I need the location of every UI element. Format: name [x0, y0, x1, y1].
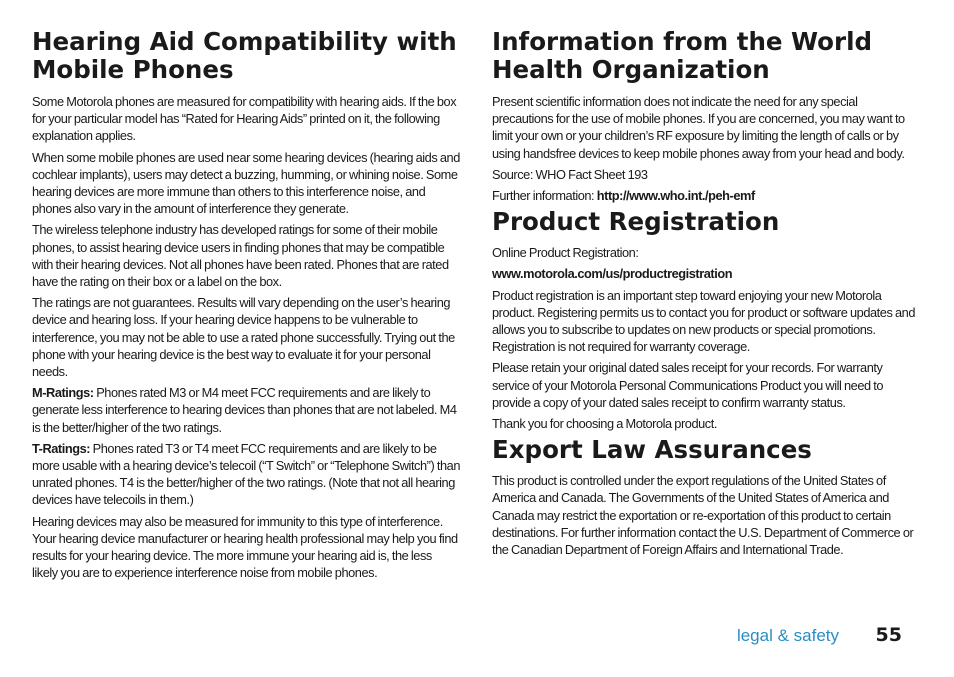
hearing-aid-paragraph-4: The ratings are not guarantees. Results will vary depending on the user’s hearing device and hearing loss. If your hearing device happens to be vulnerable to interference, you may not be able to use a rated phone successfully. Trying out the phone with your hearing device is the best way to evaluate it for your personal needs. — [32, 295, 455, 380]
t-ratings-label: T-Ratings: — [32, 440, 91, 456]
who-paragraph: Present scientific information does not indicate the need for any special precautions for the use of mobile phones. If you are concerned, you may want to limit your own or your children’s RF exposure by limiting the length of calls or by using handsfree devices to keep mobile phones away from your head and body. — [492, 94, 905, 161]
registration-link[interactable]: www.motorola.com/us/productregistration — [492, 266, 733, 282]
product-registration-heading: Product Registration — [492, 207, 780, 237]
hearing-aid-intro: Some Motorola phones are measured for compatibility with hearing aids. If the box for your particular model has “Rated for Hearing Aids” printed on it, the following explanation applies. — [32, 94, 457, 144]
t-ratings-paragraph — [32, 440, 460, 509]
m-ratings-label: M-Ratings: — [32, 385, 94, 401]
section-label: legal & safety — [736, 626, 839, 645]
m-ratings-text: Phones rated M3 or M4 meet FCC requirements and are likely to generate less interference to hearing devices than phones that are not labeled. M4 is the better/higher of the two ratings. — [32, 385, 457, 435]
registration-url-paragraph — [492, 265, 920, 282]
export-law-paragraph: This product is controlled under the export regulations of the United States of America and Canada. The Governments of the United States of America and Canada may restrict the exportation or re-exportation of this product to certain destinations. For further information contact the U.S. Department of Commerce or the Canadian Department of Foreign Affairs and International Trade. — [492, 473, 914, 558]
hearing-aid-paragraph-2: When some mobile phones are used near some hearing devices (hearing aids and cochlear implants), users may detect a buzzing, humming, or whining noise. Some hearing devices are more immune than others to this interference noise, and phones also vary in the amount of interference they generate. — [32, 149, 460, 217]
registration-paragraph-1: Product registration is an important step toward enjoying your new Motorola product. Registering permits us to contact you for product or software updates and allows you to subscribe to updates on new products or special promotions. Registration is not required for warranty coverage. — [492, 287, 916, 355]
hearing-aid-heading: Hearing Aid Compatibility with Mobile Phones — [32, 27, 457, 84]
t-ratings-text: Phones rated T3 or T4 meet FCC requirements and are likely to be more usable with a hearing device’s telecoil (“T Switch” or “Telephone Switch”) than unrated phones. T4 is the better/higher of the two ratings. (Note that not all hearing devices have telecoils in them.) — [32, 440, 461, 508]
m-ratings-paragraph — [32, 384, 460, 436]
export-law-heading: Export Law Assurances — [492, 435, 812, 465]
who-heading: Information from the World Health Organization — [492, 27, 873, 84]
hearing-aid-paragraph-3: The wireless telephone industry has developed ratings for some of their mobile phones, to assist hearing device users in finding phones that may be compatible with their hearing devices. Not all phones have been rated. Phones that are rated have the rating on their box or a label on the box. — [32, 222, 449, 290]
who-source: Source: WHO Fact Sheet 193 — [492, 166, 648, 182]
who-further-info — [492, 187, 920, 204]
registration-thanks: Thank you for choosing a Motorola product. — [492, 416, 717, 432]
who-link[interactable]: http://www.who.int./peh-emf — [596, 188, 755, 204]
left-column — [32, 28, 460, 585]
page-number: 55 — [875, 624, 902, 646]
registration-paragraph-2: Please retain your original dated sales receipt for your records. For warranty service of your Motorola Personal Communications Product you will need to provide a copy of your dated sales receipt to confirm warranty status. — [492, 360, 884, 410]
registration-online-label: Online Product Registration: — [492, 245, 639, 261]
right-column — [492, 28, 920, 562]
hearing-aid-paragraph-5: Hearing devices may also be measured for immunity to this type of interference. Your hearing device manufacturer or hearing health professional may help you find results for your hearing device. The more immune your hearing aid is, the less likely you are to experience interference noise from mobile phones. — [32, 513, 458, 581]
who-further-label: Further information: — [492, 188, 597, 204]
